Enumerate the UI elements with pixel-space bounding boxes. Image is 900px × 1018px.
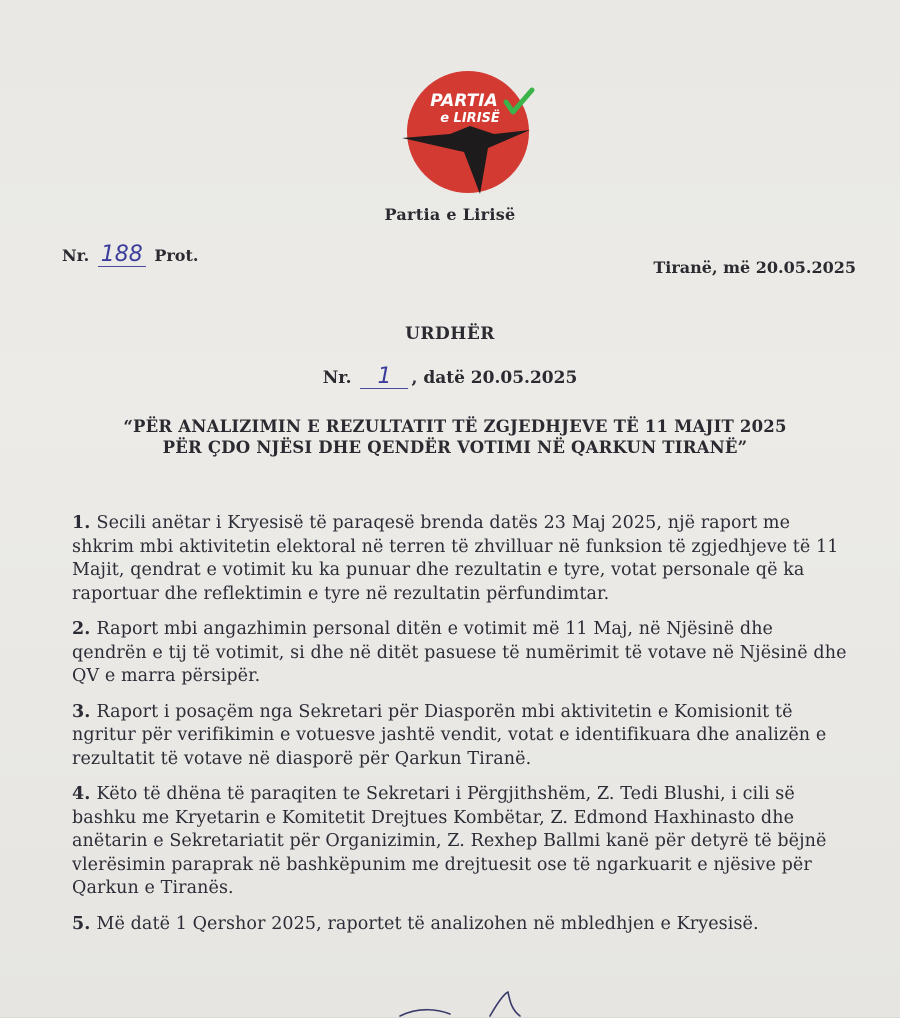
protocol-number: [62, 244, 198, 267]
order-item: [72, 701, 852, 772]
logo-text-line1: PARTIA: [430, 91, 498, 111]
order-item: [72, 512, 852, 606]
subject-line-1: “PËR ANALIZIMIN E REZULTATIT TË ZGJEDHJEVE TË 11 MAJIT 2025: [123, 417, 787, 436]
order-title: URDHËR: [405, 324, 495, 344]
protocol-suffix: Prot.: [154, 246, 199, 265]
order-item: [72, 913, 852, 937]
item-number: 1.: [72, 513, 91, 533]
item-number: 3.: [72, 701, 91, 722]
item-text: Secili anëtar i Kryesisë të paraqesë brenda datës 23 Maj 2025, një raport me shkrim mbi aktivitetin elektoral në terren të zhvilluar në funksion të zgjedhjeve të 11 Majit, qendrat e votimit ku ka punuar dhe rezultatin e tyre, votat personale që ka raportuar dhe reflektimin e tyre në rezultatin përfundimtar.: [72, 513, 839, 604]
item-text: Raport i posaçëm nga Sekretari për Diasporën mbi aktivitetin e Komisionit të ngritur për verifikimin e votuesve jashtë vendit, votat e identifikuara dhe analizën e rezultatit të votave në diasporë për Qarkun Tiranë.: [72, 701, 827, 769]
item-number: 4.: [72, 784, 91, 804]
protocol-prefix: Nr.: [62, 246, 90, 265]
party-logo: [398, 64, 538, 204]
protocol-handwritten-number: 188: [98, 244, 146, 267]
item-number: 5.: [72, 913, 91, 934]
order-date: , datë 20.05.2025: [411, 368, 578, 388]
item-number: 2.: [72, 619, 91, 639]
place-and-date: Tiranë, më 20.05.2025: [653, 258, 856, 277]
order-item: [72, 618, 852, 689]
order-subject: [60, 416, 850, 458]
item-text: Këto të dhëna të paraqiten te Sekretari i Përgjithshëm, Z. Tedi Blushi, i cili së bashku me Kryetarin e Komitetit Drejtues Kombëtar, Z. Edmond Haxhinasto dhe anëtarin e Sekretariatit për Organizimin, Z. Rexhep Ballmi kanë për detyrë të bëjnë vlerësimin paraprak në bashkëpunim me drejtuesit ose të ngarkuarit e njësive për Qarkun e Tiranës.: [72, 784, 827, 898]
subject-line-2: PËR ÇDO NJËSI DHE QENDËR VOTIMI NË QARKUN TIRANË”: [162, 438, 748, 457]
party-name: Partia e Lirisë: [384, 205, 516, 224]
signature-mark: [380, 988, 580, 1018]
logo-text-line2: e LIRISË: [440, 111, 500, 126]
order-items: [72, 512, 852, 948]
order-item: [72, 783, 852, 901]
order-handwritten-number: 1: [360, 366, 408, 389]
order-number: [0, 366, 900, 389]
order-number-prefix: Nr.: [322, 368, 352, 388]
item-text: Raport mbi angazhimin personal ditën e votimit më 11 Maj, në Njësinë dhe qendrën e tij të votimit, si dhe në ditët pasuese të numërimit të votave në Njësinë dhe QV e marra përsipër.: [72, 619, 847, 686]
item-text: Më datë 1 Qershor 2025, raportet të analizohen në mbledhjen e Kryesisë.: [96, 913, 759, 934]
